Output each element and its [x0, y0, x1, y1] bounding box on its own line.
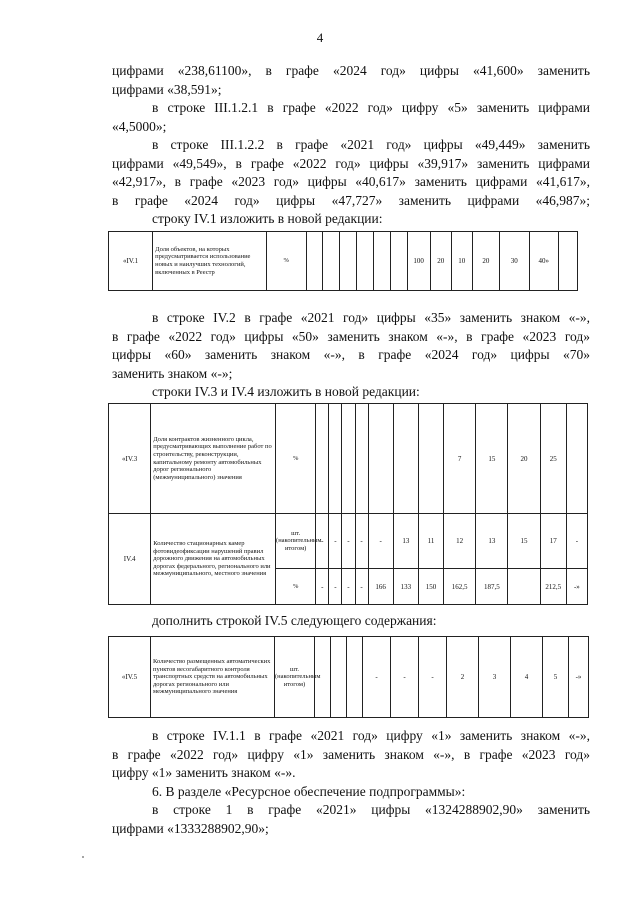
row-code: «IV.5	[109, 637, 151, 718]
value-cell: -	[329, 514, 342, 569]
text-line: цифрами «1333288902,90»;	[112, 820, 269, 836]
text-line: заменить знаком «-»;	[112, 365, 233, 381]
table-row-iv3	[109, 404, 588, 514]
value-cell	[329, 404, 342, 514]
text-line: цифры «60» заменить знаком «-», в графе «2024 год» цифры «70»	[112, 347, 590, 362]
table-row	[109, 637, 589, 718]
value-cell: 10	[451, 232, 472, 291]
text-line: в графе «2022 год» цифру «1» заменить знаком «-», в графе «2023 год»	[112, 746, 590, 762]
text-line: цифрами «238,61100», в графе «2024 год» цифры «41,600» заменить	[112, 63, 590, 78]
row-description: Доля контрактов жизненного цикла, предусматривающих выполнение работ по строительству, реконструкции, капитальному ремонту автомобильных дорог регионального (межмуниципального) значения	[151, 404, 276, 514]
row-unit: шт. (накопительным итогом)	[275, 637, 315, 718]
value-cell: 30	[500, 232, 529, 291]
value-cell: -	[355, 514, 368, 569]
value-cell: 25	[540, 404, 566, 514]
amendment-block-3	[112, 612, 590, 631]
text-line: в строке III.1.2.2 в графе «2021 год» цифры «49,449» заменить	[152, 137, 590, 152]
value-cell	[331, 637, 347, 718]
value-cell: 166	[368, 569, 393, 605]
value-cell: 212,5	[540, 569, 566, 605]
value-cell: 133	[393, 569, 418, 605]
value-cell: -	[316, 569, 329, 605]
value-cell	[355, 404, 368, 514]
text-line: дополнить строкой IV.5 следующего содержания:	[152, 613, 437, 628]
value-cell: -	[342, 514, 355, 569]
value-cell: -	[391, 637, 419, 718]
value-cell: -	[355, 569, 368, 605]
value-cell	[306, 232, 323, 291]
value-cell: -	[316, 514, 329, 569]
value-cell	[558, 232, 577, 291]
value-cell: 13	[393, 514, 418, 569]
value-cell: 20	[472, 232, 499, 291]
value-cell: -»	[569, 637, 589, 718]
value-cell: -	[329, 569, 342, 605]
table-iv5	[108, 636, 589, 718]
value-cell: 5	[543, 637, 569, 718]
text-line: в строке IV.1.1 в графе «2021 год» цифру «1» заменить знаком «-»,	[152, 728, 590, 743]
value-cell: 162,5	[444, 569, 476, 605]
row-description: Количество размещенных автоматических пунктов весогабаритного контроля транспортных средств на автомобильных дорогах регионального или межмуниципального значения	[151, 637, 275, 718]
amendment-block-2	[112, 309, 590, 402]
value-cell: 17	[540, 514, 566, 569]
value-cell	[323, 232, 340, 291]
value-cell	[390, 232, 407, 291]
value-cell	[347, 637, 363, 718]
text-line: в строке 1 в графе «2021» цифры «1324288902,90» заменить	[152, 802, 590, 817]
text-line: 6. В разделе «Ресурсное обеспечение подпрограммы»:	[152, 783, 466, 799]
row-unit: %	[266, 232, 306, 291]
text-line: в строке III.1.2.1 в графе «2022 год» цифру «5» заменить цифрами	[152, 100, 590, 115]
value-cell: 15	[508, 514, 540, 569]
text-line: цифрами «49,549», в графе «2022 год» цифры «39,917» заменить цифрами	[112, 155, 590, 171]
value-cell: 7	[444, 404, 476, 514]
value-cell: 12	[444, 514, 476, 569]
value-cell: 4	[511, 637, 543, 718]
table-iv1	[108, 231, 578, 291]
value-cell: -»	[566, 569, 587, 605]
amendment-block-1	[112, 62, 590, 229]
value-cell	[393, 404, 418, 514]
value-cell	[340, 232, 357, 291]
value-cell	[342, 404, 355, 514]
row-code: «IV.1	[109, 232, 153, 291]
text-line: «42,917», в графе «2023 год» цифры «40,617» заменить цифрами «41,617»,	[112, 174, 590, 189]
value-cell	[316, 404, 329, 514]
value-cell: 11	[418, 514, 443, 569]
value-cell: 100	[407, 232, 430, 291]
text-line: строки IV.3 и IV.4 изложить в новой редакции:	[152, 384, 420, 399]
row-unit: %	[276, 404, 316, 514]
value-cell: -	[368, 514, 393, 569]
value-cell: 150	[418, 569, 443, 605]
value-cell	[418, 404, 443, 514]
text-line: цифру «1» заменить знаком «-».	[112, 765, 296, 780]
value-cell: -	[363, 637, 391, 718]
value-cell: 20	[430, 232, 451, 291]
value-cell: 20	[508, 404, 540, 514]
value-cell: -	[419, 637, 447, 718]
text-line: в графе «2024 год» цифры «47,727» заменить цифрами «46,987»;	[112, 192, 590, 208]
row-unit: шт. (накопительным итогом)	[276, 514, 316, 569]
table-row	[109, 232, 578, 291]
text-line: цифрами «38,591»;	[112, 81, 222, 97]
value-cell: 187,5	[476, 569, 508, 605]
table-row-iv4	[109, 514, 588, 569]
value-cell: -	[342, 569, 355, 605]
text-line: в графе «2022 год» цифры «50» заменить знаком «-», в графе «2023 год»	[112, 328, 590, 344]
value-cell	[357, 232, 374, 291]
text-line: в строке IV.2 в графе «2021 год» цифры «35» заменить знаком «-»,	[152, 310, 590, 325]
value-cell: -	[566, 514, 587, 569]
value-cell: 15	[476, 404, 508, 514]
value-cell: 3	[479, 637, 511, 718]
row-unit: %	[276, 569, 316, 605]
text-line: строку IV.1 изложить в новой редакции:	[152, 211, 383, 226]
value-cell	[566, 404, 587, 514]
text-line: «4,5000»;	[112, 118, 167, 134]
amendment-block-4	[112, 727, 590, 838]
value-cell	[508, 569, 540, 605]
value-cell: 2	[447, 637, 479, 718]
row-description: Доля объектов, на которых предусматривается использование новых и наилучших технологий, включенных в Реестр	[153, 232, 267, 291]
value-cell	[373, 232, 390, 291]
scan-speck	[82, 856, 84, 858]
row-code: IV.4	[109, 514, 151, 605]
row-description: Количество стационарных камер фотовидеофиксации нарушений правил дорожного движения на автомобильных дорогах федерального, регионального или межмуниципального, местного значения	[151, 514, 276, 605]
row-code: «IV.3	[109, 404, 151, 514]
value-cell	[368, 404, 393, 514]
value-cell: 40»	[529, 232, 558, 291]
page-number: 4	[316, 30, 324, 45]
table-iv3-iv4	[108, 403, 588, 605]
value-cell: 13	[476, 514, 508, 569]
